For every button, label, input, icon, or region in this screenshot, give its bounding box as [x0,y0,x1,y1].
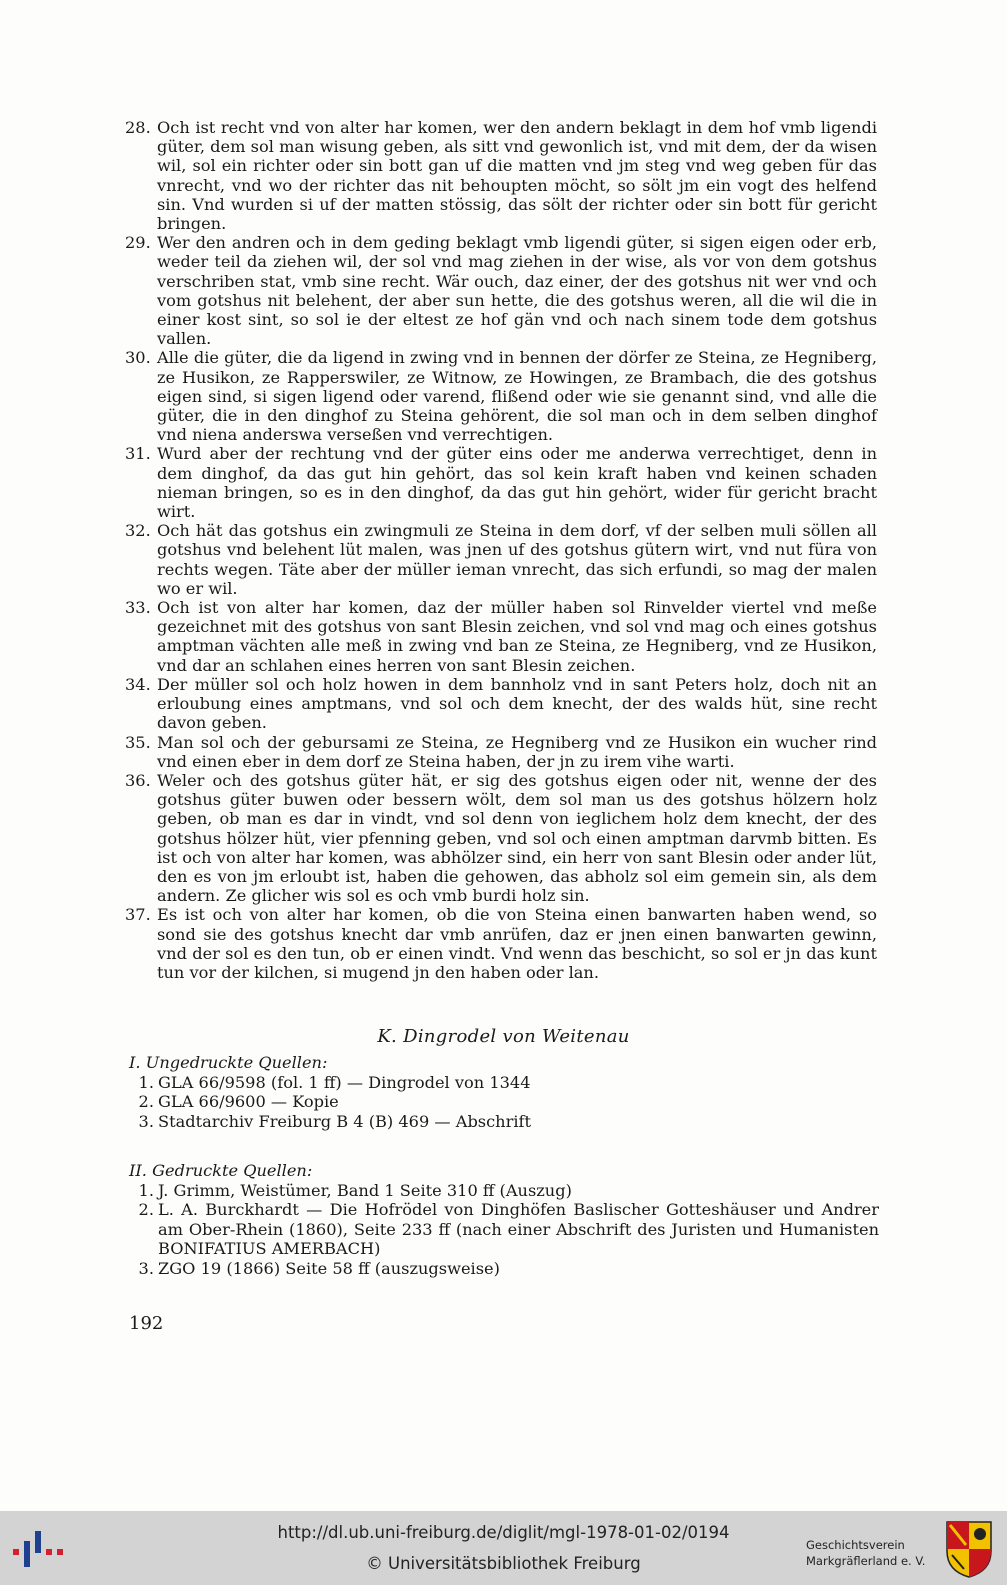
paragraph-33 [125,598,877,675]
paragraph-number: 33. [125,598,151,618]
paragraph-text: Es ist och von alter har komen, ob die von Steina einen banwarten haben wend, so sond sie des gotshus knecht dar vmb anrüfen, daz er jnen einen banwarten gewinn, vnd der sol es den tun, ob er einen vindt. Vnd wenn das beschicht, so sol er jn das kunt tun vor der kilchen, si mugend jn den haben oder lan. [157,905,877,982]
source-item [129,1200,879,1259]
paragraph-text: Wurd aber der rechtung vnd der güter eins oder me anderwa verrechtiget, denn in dem dinghof, da das gut hin gehört, das sol kein kraft haben vnd keinen schaden nieman bringen, so es in den dinghof, da das gut hin gehört, wider für gericht bracht wirt. [157,444,877,522]
paragraph-36 [125,771,877,905]
paragraph-number: 36. [125,770,151,790]
document-url-link[interactable]: http://dl.ub.uni-freiburg.de/diglit/mgl-1978-01-02/0194 [277,1523,730,1542]
paragraph-number: 28. [125,118,151,137]
paragraph-number: 32. [125,521,151,541]
source-text: Stadtarchiv Freiburg B 4 (B) 469 — Abschrift [158,1111,532,1131]
paragraph-text: Och ist von alter har komen, daz der müller haben sol Rinvelder viertel vnd meße gezeichnet mit des gotshus von sant Blesin zeichen, vnd sol vnd mag och eines gotshus amptman vächten alle meß in zwing vnd ban ze Steina, ze Hegniberg, vnd ze Husikon, vnd dar an schlahen eines herren von sant Blesin zeichen. [157,598,877,675]
paragraph-list [125,118,877,982]
coat-of-arms-icon[interactable] [944,1519,994,1579]
paragraph-number: 35. [125,732,151,752]
paragraph-text: Och hät das gotshus ein zwingmuli ze Steina in dem dorf, vf der selben muli söllen all gotshus vnd belehent lüt malen, was jnen uf des gotshus gütern wirt, vnd nut füra von rechts wegen. Täte aber der müller ieman vnrecht, das sich erfundi, so mag der malen wo er wil. [157,521,877,598]
source-item [129,1259,889,1279]
source-number: 1. [138,1180,154,1200]
paragraph-number: 37. [125,905,151,925]
source-item [129,1092,889,1112]
section-title: K. Dingrodel von Weitenau [377,1026,630,1047]
paragraph-text: Wer den andren och in dem geding beklagt vmb ligendi güter, si sigen eigen oder erb, weder teil da ziehen wil, der sol vnd mag ziehen in der wise, als vor von dem gotshus verschriben stat, vmb sine recht. Wär ouch, daz einer, der des gotshus nit wer vnd och vom gotshus nit belehent, der aber sun hette, die des gotshus weren, all die wil die in einer kost sint, so sol ie der eltest ze hof gän vnd och nach sinem tode dem gotshus vallen. [157,233,877,349]
source-item [129,1073,889,1093]
printed-sources [129,1161,889,1278]
paragraph-29 [125,233,877,348]
paragraph-text: Och ist recht vnd von alter har komen, wer den andern beklagt in dem hof vmb ligendi güter, dem sol man wisung geben, als sitt vnd gewonlich ist, vnd mit dem, der da wisen wil, sol ein richter oder sin bott gan uf die matten vnd jm steg vnd weg geben für das vnrecht, vnd wo der richter das nit behoupten möcht, so sölt jm ein vogt des helfend sin. Vnd wurden si uf der matten stössig, das sölt der richter oder sin bott für gericht bringen. [157,118,877,234]
paragraph-number: 34. [125,674,151,694]
source-item [129,1181,889,1201]
paragraph-number: 30. [125,348,151,368]
society-name-line2: Markgräflerland e. V. [806,1554,926,1568]
source-number: 3. [138,1111,154,1131]
source-text: J. Grimm, Weistümer, Band 1 Seite 310 ff (Auszug) [158,1180,572,1200]
paragraph-text: Weler och des gotshus güter hät, er sig des gotshus eigen oder nit, wenne der des gotshus güter buwen oder bessern wölt, dem sol man us des gotshus hölzern holz geben, ob man es dar in vindt, vnd sol denn von ieglichem holz dem knecht, der des gotshus hölzer hüt, vier pfenning geben, vnd sol och einen amptman darvmb bitten. Es ist och von alter har komen, was abhölzer sind, ein herr von sant Blesin oder ander lüt, den es von jm erloubt ist, haben die gehowen, das abholz sol eim gemein sin, als dem andern. Ze glicher wis sol es och vmb burdi holz sin. [157,770,877,906]
unprinted-sources [129,1053,889,1131]
paragraph-31 [125,444,877,521]
source-number: 3. [138,1258,154,1278]
source-text: L. A. Burckhardt — Die Hofrödel von Dinghöfen Baslischer Gotteshäuser und Andrer am Ober-Rhein (1860), Seite 233 ff (nach einer Abschrift des Juristen und Humanisten BONIFATIUS AMERBACH) [158,1200,879,1258]
viewer-footer [0,1511,1007,1585]
sources-heading: I. Ungedruckte Quellen: [129,1053,328,1072]
paragraph-30 [125,348,877,444]
source-text: ZGO 19 (1866) Seite 58 ff (auszugsweise) [158,1258,500,1278]
paragraph-35 [125,733,877,771]
paragraph-text: Alle die güter, die da ligend in zwing vnd in bennen der dörfer ze Steina, ze Hegniberg, ze Husikon, ze Rapperswiler, ze Witnow, ze Howingen, ze Brambach, die des gotshus eigen sind, si sigen ligend oder varend, flißend oder wie sie genannt sind, vnd alle die güter, die in den dinghof zu Steina gehörent, die sol man och in dem selben dinghof vnd niena anderswa verseßen vnd verrechtigen. [157,348,877,445]
page-number: 192 [129,1313,164,1334]
source-number: 2. [138,1092,154,1111]
society-name-line1: Geschichtsverein [806,1538,905,1552]
paragraph-37 [125,905,877,982]
paragraph-28 [125,118,877,233]
sources-heading: II. Gedruckte Quellen: [129,1161,313,1180]
copyright-text: © Universitätsbibliothek Freiburg [366,1554,641,1573]
source-number: 1. [138,1072,154,1092]
paragraph-34 [125,675,877,733]
paragraph-number: 31. [125,444,151,464]
source-text: GLA 66/9598 (fol. 1 ff) — Dingrodel von 1344 [158,1072,531,1092]
source-number: 2. [138,1200,154,1219]
paragraph-number: 29. [125,233,151,253]
society-name [806,1537,925,1569]
paragraph-text: Der müller sol och holz howen in dem bannholz vnd in sant Peters holz, doch nit an erloubung eines amptmans, vnd sol och dem knecht, der des walds hüt, sine recht davon geben. [157,674,877,733]
source-item [129,1112,889,1132]
source-text: GLA 66/9600 — Kopie [158,1092,339,1111]
paragraph-text: Man sol och der gebursami ze Steina, ze Hegniberg vnd ze Husikon ein wucher rind vnd einen eber in dem dorf ze Steina haben, der jn zu irem vihe warti. [157,732,877,771]
paragraph-32 [125,521,877,598]
